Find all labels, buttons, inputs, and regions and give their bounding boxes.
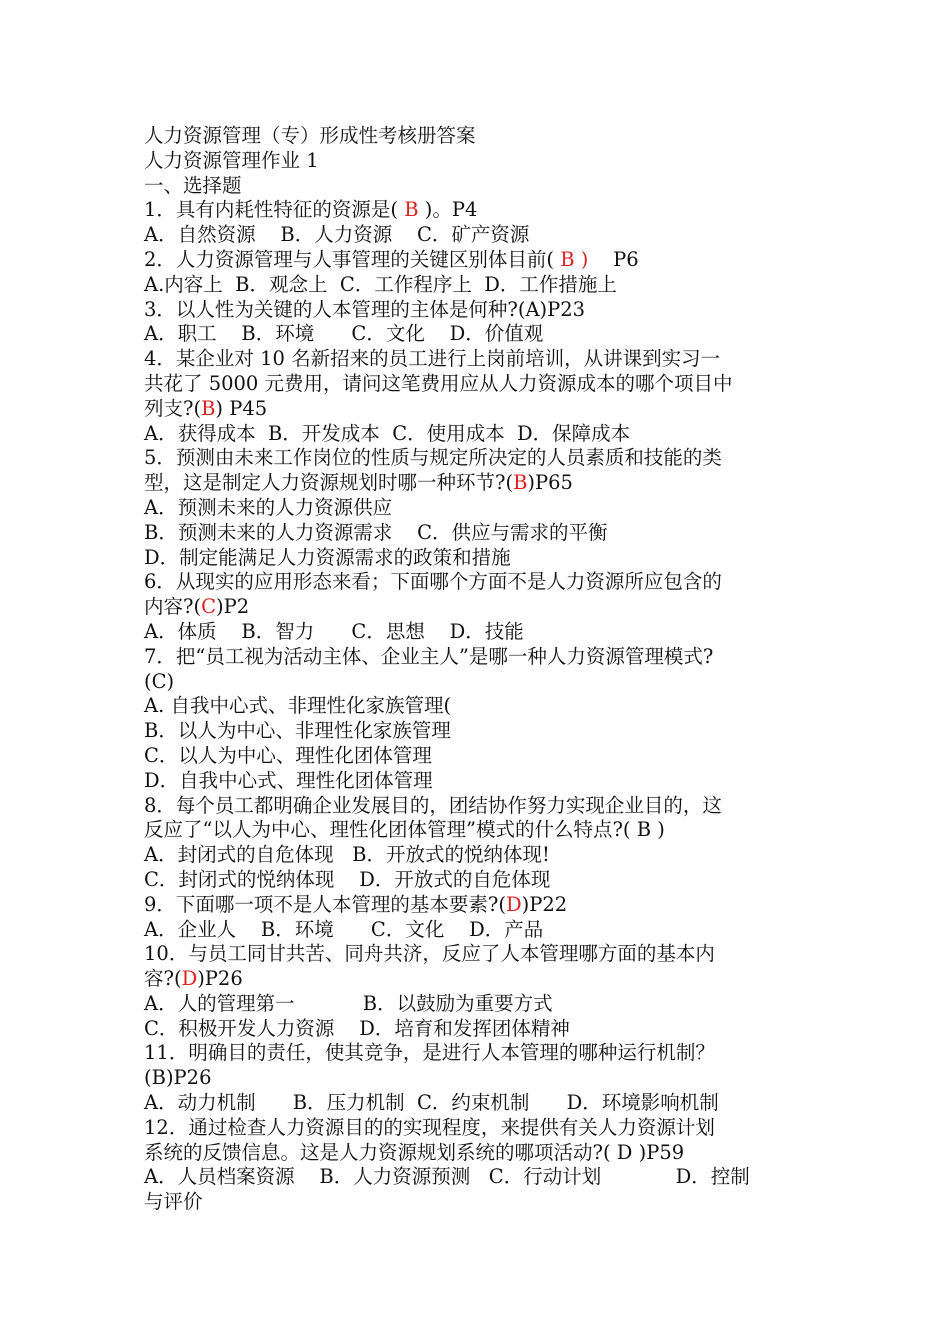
line-text: 共花了 5000 元费用，请问这笔费用应从人力资源成本的哪个项目中 [144,371,733,395]
section-heading: 一、选择题 [144,173,242,197]
text-line [144,868,816,893]
line-text: C．积极开发人力资源 D．培育和发挥团体精神 [144,1016,570,1040]
line-text: 2．人力资源管理与人事管理的关键区别体目前( [144,247,561,271]
text-line [144,1116,816,1141]
line-text: A．职工 B．环境 C．文化 D．价值观 [144,322,544,346]
text-line [144,372,816,397]
line-text: 与评价 [144,1190,203,1214]
line-text: A．企业人 B．环境 C．文化 D．产品 [144,917,544,941]
text-line [144,248,816,273]
text-line [144,521,816,546]
text-line [144,620,816,645]
line-text: 反应了“以人为中心、理性化团体管理”模式的什么特点?( B ) [144,818,665,842]
line-text: ) P45 [215,396,268,420]
line-text: D．自我中心式、理性化团体管理 [144,768,433,792]
text-line [144,446,816,471]
line-text: 列支?( [144,396,202,420]
text-line [144,570,816,595]
line-text: 5．预测由未来工作岗位的性质与规定所决定的人员素质和技能的类 [144,446,722,470]
text-line [144,769,816,794]
line-text: 1．具有内耗性特征的资源是( [144,198,405,222]
text-line [144,818,816,843]
text-line [144,471,816,496]
answer-mark: D [505,892,522,916]
text-line [144,1017,816,1042]
line-text: A．动力机制 B．压力机制 C．约束机制 D．环境影响机制 [144,1091,719,1115]
line-text: C．封闭式的悦纳体现 D．开放式的自危体现 [144,867,551,891]
line-text: A．人员档案资源 B．人力资源预测 C．行动计划 D．控制 [144,1165,750,1189]
text-line [144,1091,816,1116]
line-text: A．获得成本 B．开发成本 C．使用成本 D．保障成本 [144,421,631,445]
document-subtitle: 人力资源管理作业 1 [144,148,319,172]
line-text: (B)P26 [144,1066,212,1090]
text-line [144,422,816,447]
text-line [144,744,816,769]
line-text: 11．明确目的责任，使其竞争，是进行人本管理的哪种运行机制？ [144,1041,715,1065]
line-text: A.内容上 B．观念上 C．工作程序上 D．工作措施上 [144,272,617,296]
line-text: 系统的反馈信息。这是人力资源规划系统的哪项活动?( D )P59 [144,1140,685,1164]
answer-mark: C [201,595,216,619]
line-text: 型，这是制定人力资源规划时哪一种环节?( [144,471,514,495]
text-line [144,298,816,323]
line-text: A．体质 B．智力 C．思想 D．技能 [144,619,524,643]
line-text: )P2 [215,595,250,619]
answer-mark: B [201,396,216,420]
text-line [144,1141,816,1166]
line-text: 6．从现实的应用形态来看；下面哪个方面不是人力资源所应包含的 [144,570,722,594]
text-line [144,546,816,571]
text-line [144,967,816,992]
line-text: )。P4 [418,198,478,222]
answer-mark: B [404,198,419,222]
line-text: 4．某企业对 10 名新招来的员工进行上岗前培训，从讲课到实习一 [144,347,721,371]
text-line [144,322,816,347]
question-list [144,198,816,1215]
text-line [144,1190,816,1215]
text-line [144,223,816,248]
text-line [144,273,816,298]
text-line [144,670,816,695]
text-line [144,893,816,918]
text-line [144,1041,816,1066]
text-line [144,198,816,223]
text-line [144,992,816,1017]
line-text: )P26 [197,967,243,991]
document-page [144,124,816,1215]
text-line [144,918,816,943]
line-text: 容?( [144,967,182,991]
text-line [144,1066,816,1091]
line-text: )P65 [527,471,573,495]
line-text: P6 [588,247,639,271]
line-text: 9．下面哪一项不是人本管理的基本要素?( [144,892,506,916]
line-text: A．自然资源 B．人力资源 C．矿产资源 [144,223,530,247]
line-text: 3．以人性为关键的人本管理的主体是何种?(A)P23 [144,297,586,321]
line-text: B．预测未来的人力资源需求 C．供应与需求的平衡 [144,520,608,544]
text-line [144,595,816,620]
text-line [144,843,816,868]
answer-mark: D [181,967,198,991]
line-text: A．封闭式的自危体现 B．开放式的悦纳体现! [144,843,550,867]
text-line [144,694,816,719]
line-text: A. 自我中心式、非理性化家族管理( [144,694,452,718]
answer-mark: B ) [560,247,589,271]
line-text: C．以人为中心、理性化团体管理 [144,743,432,767]
text-line [144,719,816,744]
line-text: D．制定能满足人力资源需求的政策和措施 [144,545,511,569]
line-text: 内容?( [144,595,202,619]
line-text: )P22 [521,892,568,916]
text-line [144,397,816,422]
line-text: B．以人为中心、非理性化家族管理 [144,719,451,743]
line-text: A．预测未来的人力资源供应 [144,495,393,519]
line-text: 7．把“员工视为活动主体、企业主人”是哪一种人力资源管理模式? [144,644,714,668]
text-line [144,347,816,372]
text-line [144,1165,816,1190]
line-text: 8．每个员工都明确企业发展目的，团结协作努力实现企业目的，这 [144,793,722,817]
document-title: 人力资源管理（专）形成性考核册答案 [144,124,476,147]
text-line [144,942,816,967]
text-line [144,496,816,521]
line-text: 12．通过检查人力资源目的的实现程度，来提供有关人力资源计划 [144,1115,715,1139]
text-line [144,794,816,819]
line-text: (C) [144,669,175,693]
line-text: A．人的管理第一 B．以鼓励为重要方式 [144,991,553,1015]
answer-mark: B [513,471,528,495]
text-line [144,645,816,670]
line-text: 10．与员工同甘共苦、同舟共济，反应了人本管理哪方面的基本内 [144,942,715,966]
